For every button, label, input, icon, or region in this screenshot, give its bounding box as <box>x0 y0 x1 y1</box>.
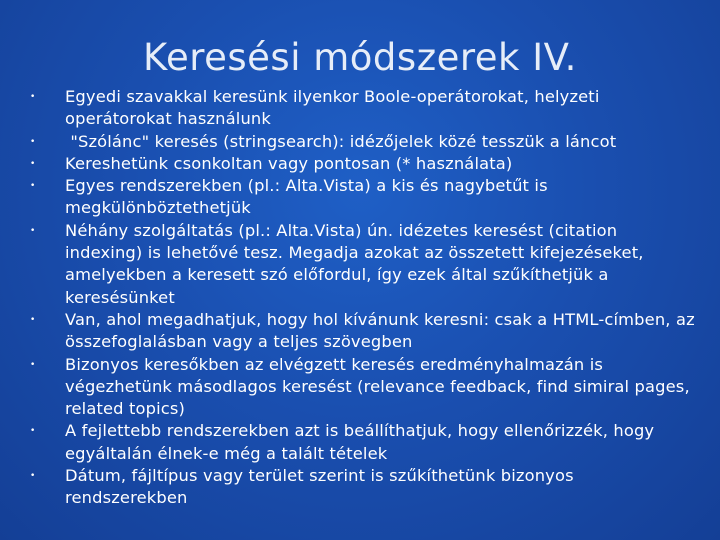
bullet-icon: • <box>30 314 36 325</box>
bullet-item <box>0 220 720 309</box>
bullet-icon: • <box>30 359 36 370</box>
bullet-item <box>0 465 720 510</box>
bullet-icon: • <box>30 181 36 192</box>
bullet-item <box>0 309 720 354</box>
bullet-icon: • <box>30 471 36 482</box>
bullet-text: "Szólánc" keresés (stringsearch): idézőjelek közé tesszük a láncot <box>65 131 617 151</box>
bullet-icon: • <box>30 426 36 437</box>
bullet-text: Van, ahol megadhatjuk, hogy hol kívánunk keresni: csak a HTML-címben, az összefoglalásban vagy a teljes szövegben <box>65 309 695 352</box>
bullet-item <box>0 86 720 131</box>
bullet-icon: • <box>30 92 36 102</box>
bullet-icon: • <box>30 158 36 169</box>
bullet-item <box>0 131 720 153</box>
bullet-icon: • <box>30 225 36 236</box>
bullet-item <box>0 153 720 175</box>
bullet-item <box>0 354 720 421</box>
slide-title: Keresési módszerek IV. <box>143 36 577 79</box>
bullet-list <box>0 86 720 510</box>
bullet-text: Néhány szolgáltatás (pl.: Alta.Vista) ún. idézetes keresést (citation indexing) is lehetővé tesz. Megadja azokat az összetett kifejezéseket, amelyekben a keresett szó előfordul, így ezek által szűkíthetjük a keresésünket <box>65 220 644 307</box>
bullet-text: Bizonyos keresőkben az elvégzett keresés eredményhalmazán is végezhetünk másodlagos keresést (relevance feedback, find simiral pages, related topics) <box>65 354 690 419</box>
bullet-item <box>0 420 720 465</box>
bullet-text: A fejlettebb rendszerekben azt is beállíthatjuk, hogy ellenőrizzék, hogy egyáltalán élnek-e még a talált tételek <box>65 421 655 463</box>
bullet-text: Egyedi szavakkal keresünk ilyenkor Boole-operátorokat, helyzeti operátorokat használunk <box>65 87 600 129</box>
bullet-text: Kereshetünk csonkoltan vagy pontosan (* használata) <box>65 153 513 173</box>
bullet-item <box>0 175 720 220</box>
bullet-text: Egyes rendszerekben (pl.: Alta.Vista) a kis és nagybetűt is megkülönböztethetjük <box>65 176 548 218</box>
bullet-text: Dátum, fájltípus vagy terület szerint is szűkíthetünk bizonyos rendszerekben <box>65 466 574 508</box>
bullet-icon: • <box>30 136 36 147</box>
